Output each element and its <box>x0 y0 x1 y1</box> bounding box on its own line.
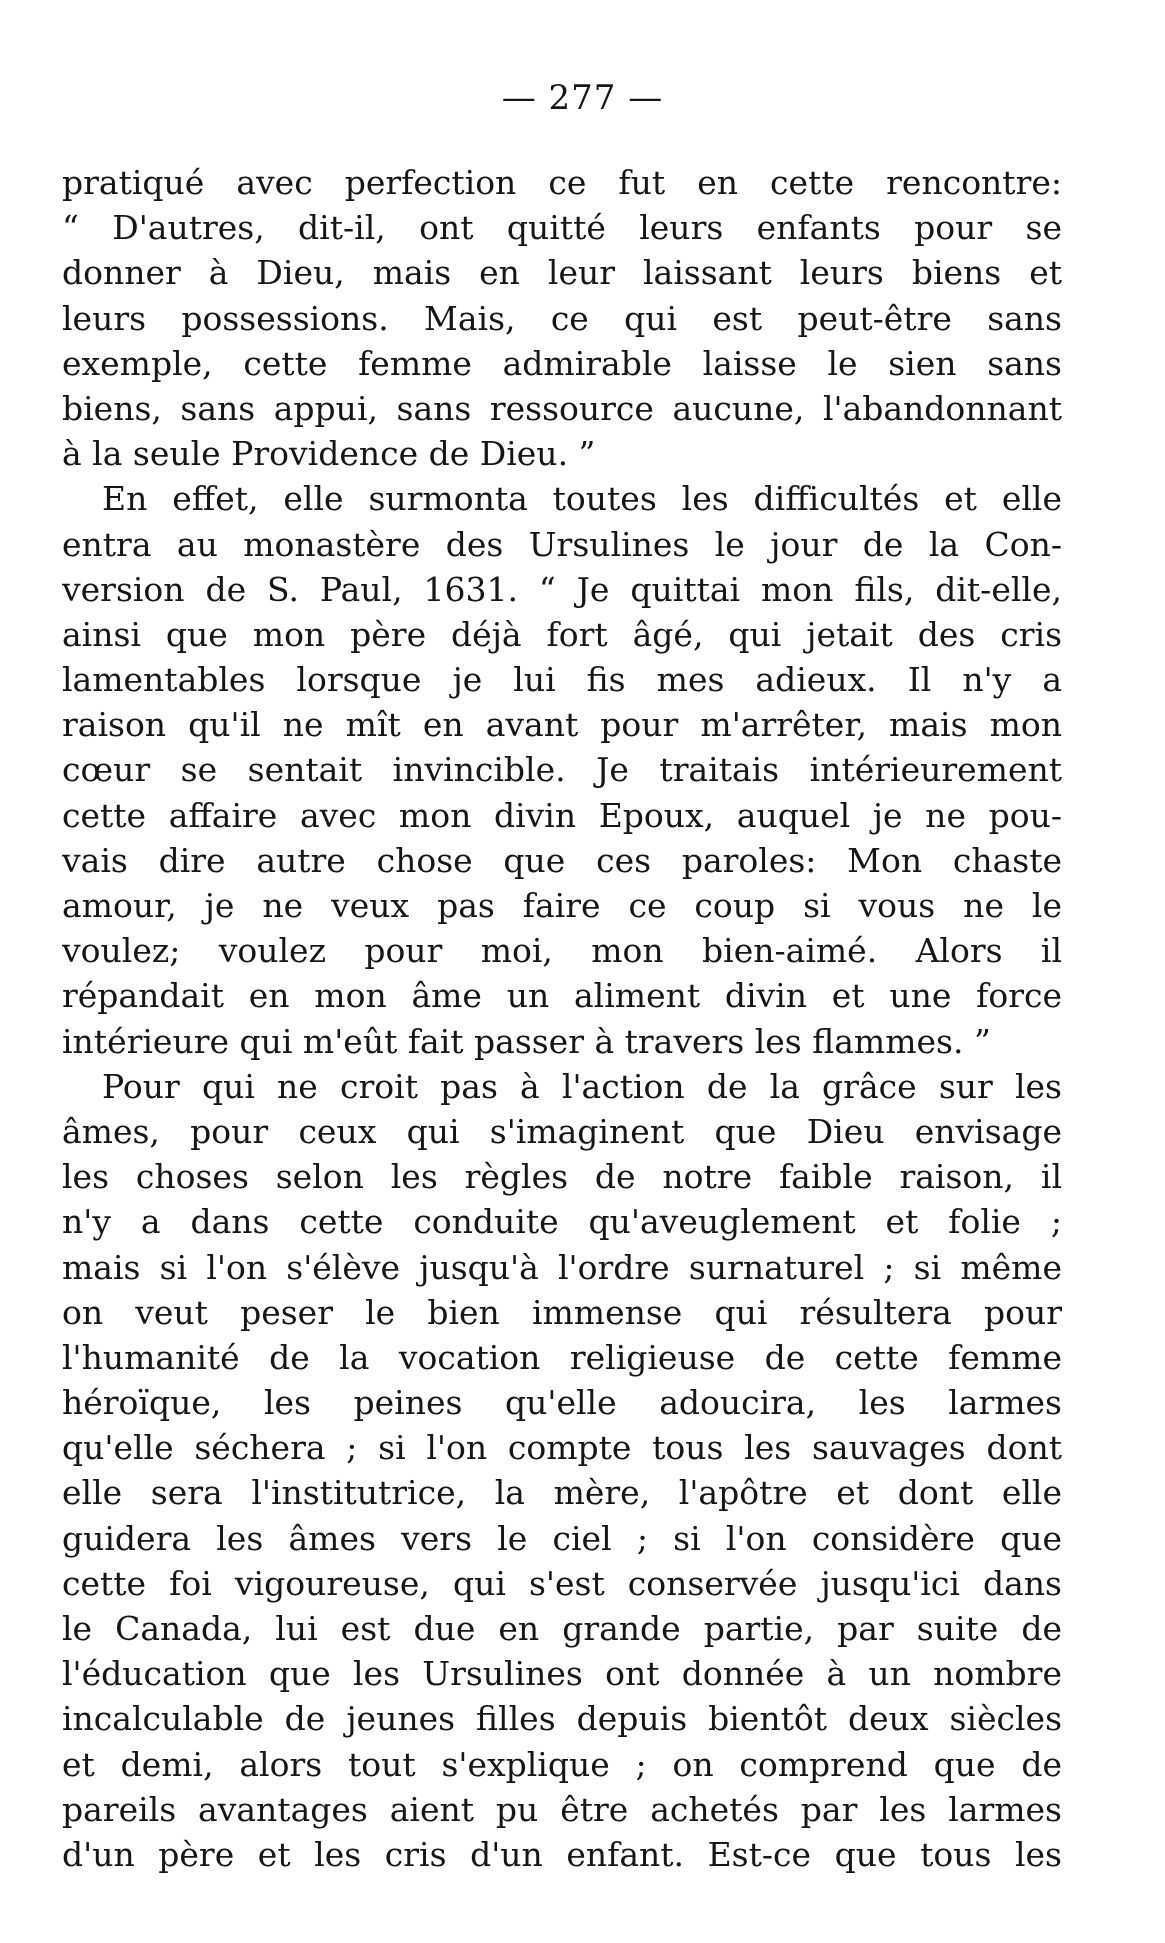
text-line: pareils avantages aient pu être achetés par les larmes <box>62 1789 1062 1829</box>
text-line: à la seule Providence de Dieu. ” <box>62 434 596 474</box>
text-line: intérieure qui m'eût fait passer à travers les flammes. ” <box>62 1021 991 1061</box>
text-line: n'y a dans cette conduite qu'aveuglement et folie ; <box>62 1202 1062 1242</box>
text-line: qu'elle séchera ; si l'on compte tous les sauvages dont <box>62 1428 1062 1468</box>
text-line: cette foi vigoureuse, qui s'est conservée jusqu'ici dans <box>62 1563 1062 1603</box>
text-line: lamentables lorsque je lui fis mes adieux. Il n'y a <box>62 660 1062 700</box>
text-line: le Canada, lui est due en grande partie, par suite de <box>62 1609 1062 1648</box>
text-line: guidera les âmes vers le ciel ; si l'on considère que <box>62 1518 1062 1558</box>
text-line: ainsi que mon père déjà fort âgé, qui jetait des cris <box>62 614 1062 654</box>
text-line: exemple, cette femme admirable laisse le sien sans <box>62 343 1062 383</box>
text-line: les choses selon les règles de notre faible raison, il <box>62 1157 1062 1197</box>
text-line: biens, sans appui, sans ressource aucune, l'abandonnant <box>62 388 1062 428</box>
text-line: cœur se sentait invincible. Je traitais intérieurement <box>62 750 1062 790</box>
text-line: âmes, pour ceux qui s'imaginent que Dieu envisage <box>62 1111 1062 1151</box>
text-line: répandait en mon âme un aliment divin et une force <box>62 976 1062 1016</box>
body-text <box>62 160 1062 1877</box>
text-line: leurs possessions. Mais, ce qui est peut-être sans <box>62 298 1062 338</box>
text-line: cette affaire avec mon divin Epoux, auquel je ne pou- <box>62 795 1062 835</box>
text-line: mais si l'on s'élève jusqu'à l'ordre surnaturel ; si même <box>62 1247 1062 1287</box>
page-number: — 277 — <box>501 78 664 118</box>
text-line: voulez; voulez pour moi, mon bien-aimé. Alors il <box>62 931 1062 971</box>
text-line: “ D'autres, dit-il, ont quitté leurs enfants pour se <box>62 208 1062 248</box>
text-line: elle sera l'institutrice, la mère, l'apôtre et dont elle <box>62 1473 1062 1513</box>
text-line: entra au monastère des Ursulines le jour de la Con- <box>62 524 1062 564</box>
paragraph-start-line: Pour qui ne croit pas à l'action de la grâce sur les <box>102 1066 1062 1106</box>
text-line: incalculable de jeunes filles depuis bientôt deux siècles <box>62 1699 1062 1739</box>
text-line: raison qu'il ne mît en avant pour m'arrêter, mais mon <box>62 705 1062 745</box>
text-line: pratiqué avec perfection ce fut en cette rencontre: <box>62 163 1062 202</box>
text-line: l'éducation que les Ursulines ont donnée à un nombre <box>62 1654 1062 1694</box>
text-line: amour, je ne veux pas faire ce coup si vous ne le <box>62 886 1062 925</box>
text-line: on veut peser le bien immense qui résultera pour <box>62 1292 1062 1332</box>
text-line: l'humanité de la vocation religieuse de cette femme <box>62 1337 1062 1377</box>
text-line: et demi, alors tout s'explique ; on comprend que de <box>62 1744 1062 1784</box>
text-line: donner à Dieu, mais en leur laissant leurs biens et <box>62 253 1062 293</box>
text-line: héroïque, les peines qu'elle adoucira, les larmes <box>62 1383 1062 1423</box>
text-line: vais dire autre chose que ces paroles: Mon chaste <box>62 840 1062 880</box>
text-line: version de S. Paul, 1631. “ Je quittai mon fils, dit-elle, <box>62 569 1062 609</box>
paragraph-start-line: En effet, elle surmonta toutes les difficultés et elle <box>102 479 1062 519</box>
text-line: d'un père et les cris d'un enfant. Est-ce que tous les <box>62 1834 1062 1874</box>
